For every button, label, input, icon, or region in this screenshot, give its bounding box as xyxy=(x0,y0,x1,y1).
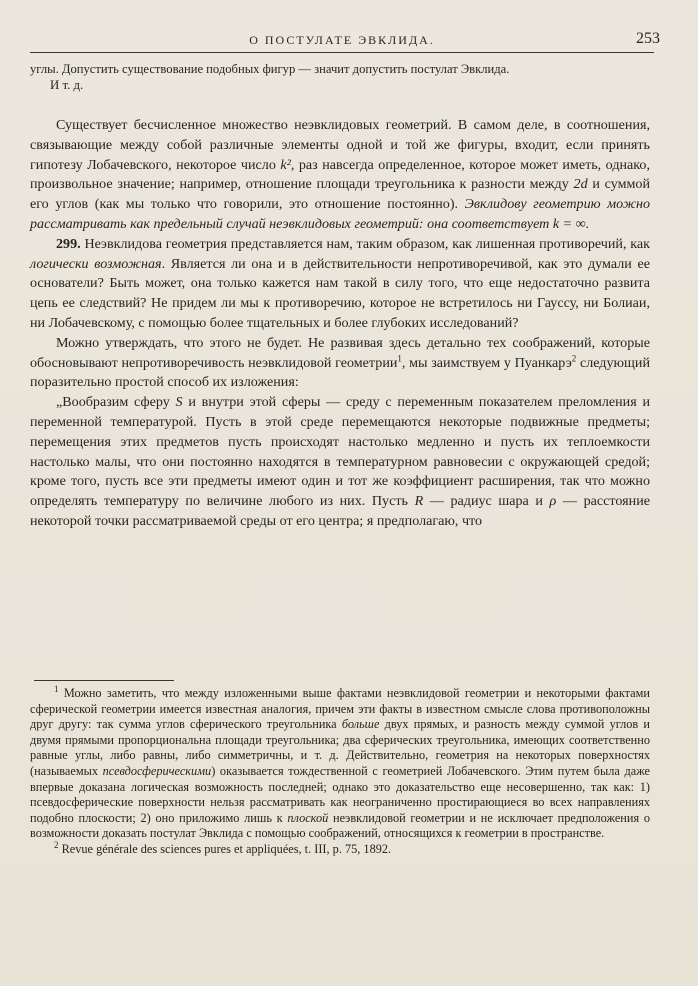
math-k-squared: k² xyxy=(280,156,291,173)
i-t-d-line: И т. д. xyxy=(50,78,84,92)
text-run: Revue générale des sciences pures et appliquées, t. III, p. 75, 1892. xyxy=(58,841,392,856)
header-rule xyxy=(30,52,654,53)
footnote-1 xyxy=(30,683,650,842)
paragraph-poincare xyxy=(30,334,650,393)
math-S: S xyxy=(175,394,183,411)
footnote-2 xyxy=(30,839,650,858)
running-head xyxy=(30,30,660,50)
text-run: Можно утверждать, что этого не будет. Не развивая здесь детально тех соображений, которые обосновывают непротиворечивость неэвклидовой геометрии xyxy=(30,334,650,371)
text-run: „Вообразим сферу xyxy=(56,394,176,411)
text-run: — расстояние некоторой точки рассматриваемой среды от его центра; я предполагаю, что xyxy=(30,493,650,529)
text-run: и внутри этой сферы — среду с переменным показателем преломления и переменной температурой. Пусть в этой среде перемещаются некоторые подвижные предметы; перемещения этих предметов пусть происходят настолько медленно и пусть их теплоемкости настолько малы, что они постоянно находятся в температурном равновесии с окружающей средой; кроме того, пусть все эти предметы имеют один и тот же коэффициент расширения, так что можно определять температуру по величине любого из них. Пусть xyxy=(30,394,650,510)
text-run: . Является ли она и в действительности непротиворечивой, как это думали ее основатели? Быть может, она только кажется нам такой в силу того, что еще недостаточно развита цепь ее следствий? Не придем ли мы к противоречию, которое не встретилось ни Гауссу, ни Болиаи, ни Лобачевскому, с помощью более тщательных и более глубоких исследований? xyxy=(30,255,650,331)
footnote-marker-1: 1 xyxy=(54,683,59,694)
text-run: , раз навсегда определенное, которое может иметь, однако, произвольное значение; например, отношение площади треугольника к разности между xyxy=(30,156,650,193)
italic-emphasis: больше xyxy=(341,717,380,732)
paragraph-gap xyxy=(30,94,650,116)
italic-emphasis: псевдосферическими xyxy=(102,763,212,778)
math-k-infinity: k = ∞. xyxy=(549,215,590,232)
paragraph-quotation xyxy=(30,393,650,532)
text-run: Неэвклидова геометрия представляется нам, таким образом, как лишенная противоречий, как xyxy=(80,235,650,252)
running-title: О ПОСТУЛАТЕ ЭВКЛИДА. xyxy=(249,33,435,47)
text-run: — радиус шара и xyxy=(423,493,550,510)
page-number: 253 xyxy=(636,30,660,47)
text-run: неэвклидовой геометрии и не исключает предположения о возможности доказать постулат Эвклида с помощью соображений, относящихся к геометрии в пространстве. xyxy=(30,810,650,841)
italic-emphasis: плоской xyxy=(287,810,329,825)
footnote-ref-2[interactable]: 2 xyxy=(571,352,577,363)
math-R: R xyxy=(414,493,424,510)
text-run: Можно заметить, что между изложенными выше фактами неэвклидовой геометрии и некоторыми фактами сферической геометрии имеется известная аналогия, причем эти факты в известном смысле слова противоположны друг другу: так сумма углов сферического треугольника xyxy=(30,686,650,732)
text-run: и суммой его углов (как мы только что говорили, это отношение постоянно). xyxy=(30,176,650,213)
paragraph-299 xyxy=(30,235,650,334)
text-run: , мы заимствуем у Пуанкарэ xyxy=(401,354,572,371)
text-run: Существует бесчисленное множество неэвклидовых геометрий. В самом деле, в соотношения, связывающие между собой различные элементы одной и той же фигуры, входит, если принять гипотезу Лобачевского, некоторое число xyxy=(30,117,650,173)
paragraph-infinite-geometries xyxy=(30,116,650,235)
italic-emphasis: Эвклидову геометрию можно рассматривать как предельный случай неэвклидовых геометрий: она соответствует xyxy=(30,196,651,232)
footnote-marker-2: 2 xyxy=(54,839,59,850)
footnote-rule xyxy=(34,680,174,681)
italic-emphasis: логически возможная xyxy=(30,255,162,272)
footnotes xyxy=(30,683,650,858)
text-run: ) оказывается тождественной с геометрией Лобачевского. Этим путем была даже впервые доказана логическая возможность последней; однако это доказательство еще несовершенно, так как: 1) псевдосферические поверхности нельзя рассматривать как неограниченно простирающиеся во всех направлениях подобно плоскости; 2) оно приложимо лишь к xyxy=(30,763,650,825)
math-2d: 2d xyxy=(573,176,588,193)
section-number: 299. xyxy=(56,235,81,252)
text-run: следующий поразительно простой способ их изложения: xyxy=(30,354,650,391)
main-text xyxy=(30,62,650,532)
text-run: двух прямых, и разность между суммой углов и двумя прямыми пропорциональна площади треугольника; два сферических треугольника, имеющих соответственно равные углы, либо равны, либо симметричны, и т. д. Действительно, геометрия на некоторых поверхностях (называемых xyxy=(30,717,650,778)
math-rho: ρ xyxy=(549,493,557,510)
footnote-ref-1[interactable]: 1 xyxy=(397,352,402,363)
continuation-paragraph: углы. Допустить существование подобных фигур — значит допустить постулат Эвклида. xyxy=(30,62,510,76)
